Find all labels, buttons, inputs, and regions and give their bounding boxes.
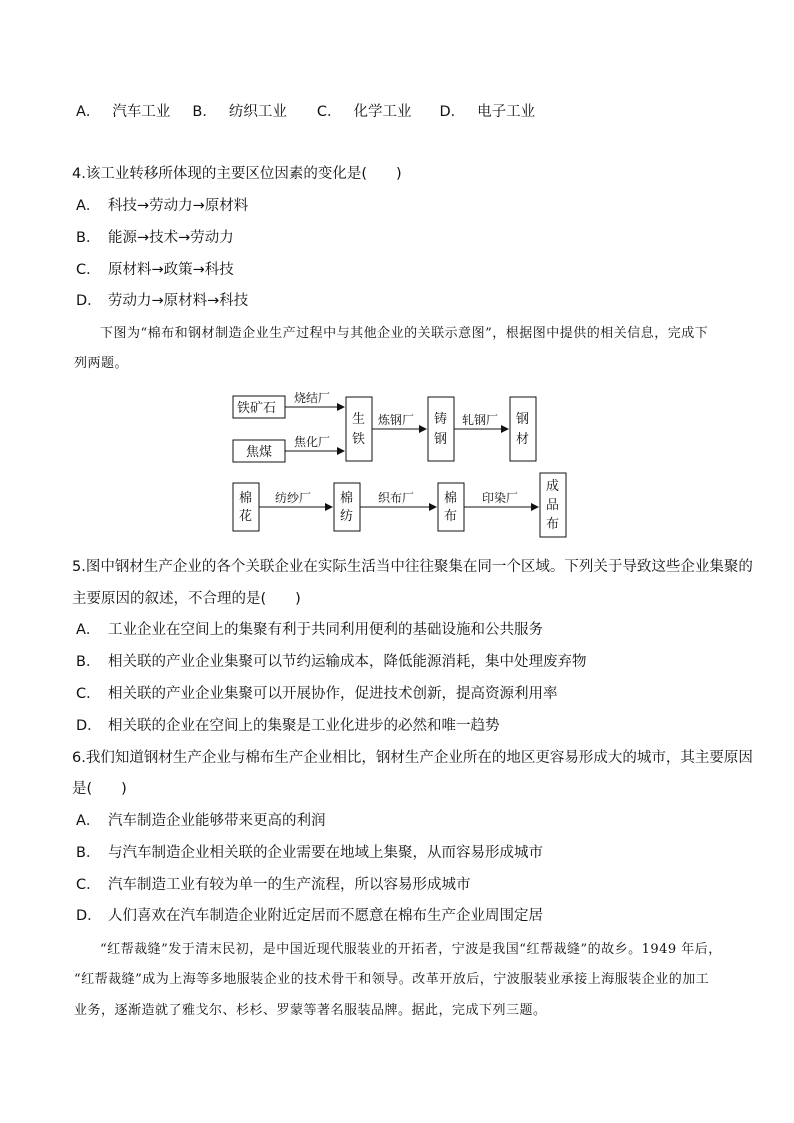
label-cloth-2: 布 <box>444 509 458 524</box>
q4-option-b-label: B． <box>76 230 101 246</box>
label-steelmaking: 炼钢厂 <box>378 413 415 427</box>
label-rolling: 轧钢厂 <box>462 413 499 427</box>
q4-option-d-text: 劳动力→原材料→科技 <box>108 293 249 309</box>
q4-option-c-label: C． <box>76 262 101 278</box>
q3-option-d-label: D． <box>439 104 466 120</box>
q3-option-a-text: 汽车工业 <box>112 104 171 120</box>
label-product-2: 品 <box>546 498 560 513</box>
q3-option-c-text: 化学工业 <box>353 104 412 120</box>
q4-option-b-text: 能源→技术→劳动力 <box>108 230 234 246</box>
q3-option-d-text: 电子工业 <box>477 104 536 120</box>
label-cast-1: 铸 <box>434 412 448 427</box>
q5-stem-line1: 5.图中钢材生产企业的各个关联企业在实际生活当中往往聚集在同一个区域。下列关于导致这些企业集聚的 <box>72 559 753 575</box>
q6-option-b <box>76 843 543 863</box>
q4-option-b <box>76 228 234 248</box>
q6-option-d-label: D． <box>76 908 102 924</box>
label-coke: 焦煤 <box>246 445 273 460</box>
label-yarn-1: 棉 <box>340 491 354 506</box>
label-cast-2: 钢 <box>434 432 448 447</box>
q5-stem-line2: 主要原因的叙述，不合理的是( ) <box>72 591 301 607</box>
q5-option-c <box>76 684 558 704</box>
q5-option-a <box>76 620 543 640</box>
q3-option-a-label: A． <box>76 104 101 120</box>
label-spinning: 纺纱厂 <box>275 491 312 505</box>
q5-option-d <box>76 716 500 736</box>
q5-option-b-text: 相关联的产业企业集聚可以节约运输成本，降低能源消耗，集中处理废弃物 <box>108 654 587 670</box>
box-pig-iron <box>346 397 372 461</box>
q3-option-c-label: C． <box>316 104 342 120</box>
box-cast-steel <box>428 397 454 461</box>
label-steel-1: 钢 <box>516 412 530 427</box>
label-coking: 焦化厂 <box>294 435 331 449</box>
q5-option-c-label: C． <box>76 686 101 702</box>
q4-option-c <box>76 260 234 280</box>
label-cotton-1: 棉 <box>239 491 253 506</box>
q4-option-a-text: 科技→劳动力→原材料 <box>108 198 249 214</box>
industry-linkage-diagram <box>0 385 794 545</box>
q4-option-d <box>76 291 248 311</box>
q4-option-a <box>76 196 248 216</box>
label-cloth-1: 棉 <box>444 491 458 506</box>
intro1-line1: 下图为“棉布和钢材制造企业生产过程中与其他企业的关联示意图”，根据图中提供的相关信息，完成下 <box>100 326 709 341</box>
q4-stem: 4.该工业转移所体现的主要区位因素的变化是( ) <box>72 166 402 182</box>
label-product-3: 布 <box>546 517 560 532</box>
q5-option-d-label: D． <box>76 718 102 734</box>
q5-option-a-label: A． <box>76 622 101 638</box>
q5-option-d-text: 相关联的企业在空间上的集聚是工业化进步的必然和唯一趋势 <box>108 718 500 734</box>
q6-option-a <box>76 811 326 831</box>
q5-option-b <box>76 652 587 672</box>
q5-option-b-label: B． <box>76 654 101 670</box>
intro1-line2: 列两题。 <box>74 356 129 371</box>
q6-option-c <box>76 875 471 895</box>
q6-option-c-label: C． <box>76 877 101 893</box>
q5-option-c-text: 相关联的产业企业集聚可以开展协作，促进技术创新，提高资源利用率 <box>108 686 558 702</box>
box-steel <box>510 397 536 461</box>
intro2-line1: “红帮裁缝”发于清末民初，是中国近现代服装业的开拓者，宁波是我国“红帮裁缝”的故乡。1949 年后， <box>100 942 722 957</box>
q6-stem-line2: 是( ) <box>72 781 127 797</box>
q3-option-b-text: 纺织工业 <box>228 104 287 120</box>
q6-option-d-text: 人们喜欢在汽车制造企业附近定居而不愿意在棉布生产企业周围定居 <box>108 908 543 924</box>
intro2-line3: 业务，逐渐造就了雅戈尔、杉杉、罗蒙等著名服装品牌。据此，完成下列三题。 <box>74 1003 547 1018</box>
q5-option-a-text: 工业企业在空间上的集聚有利于共同利用便利的基础设施和公共服务 <box>108 622 543 638</box>
q6-option-b-text: 与汽车制造企业相关联的企业需要在地域上集聚，从而容易形成城市 <box>108 845 543 861</box>
q6-option-a-text: 汽车制造企业能够带来更高的利润 <box>108 813 326 829</box>
label-pig-iron-1: 生 <box>352 412 366 427</box>
q4-option-d-label: D． <box>76 293 102 309</box>
q6-stem-line1: 6.我们知道钢材生产企业与棉布生产企业相比，钢材生产企业所在的地区更容易形成大的城市，其主要原因 <box>72 750 753 766</box>
q6-option-d <box>76 906 543 926</box>
label-weaving: 织布厂 <box>378 491 415 505</box>
label-product-1: 成 <box>546 479 560 494</box>
label-yarn-2: 纺 <box>340 509 354 524</box>
label-dyeing: 印染厂 <box>482 491 519 505</box>
label-cotton-2: 花 <box>239 509 253 524</box>
label-iron-ore: 铁矿石 <box>237 401 277 416</box>
q3-option-b-label: B． <box>192 104 217 120</box>
label-steel-2: 材 <box>516 432 530 447</box>
label-pig-iron-2: 铁 <box>352 432 366 447</box>
q3-options-row <box>76 102 535 122</box>
intro2-line2: “红帮裁缝”成为上海等多地服装企业的技术骨干和领导。改革开放后，宁波服装业承接上海服装企业的加工 <box>74 972 710 987</box>
q4-option-c-text: 原材料→政策→科技 <box>108 262 234 278</box>
q4-option-a-label: A． <box>76 198 101 214</box>
q6-option-b-label: B． <box>76 845 101 861</box>
q6-option-a-label: A． <box>76 813 101 829</box>
label-sinter: 烧结厂 <box>294 391 331 405</box>
q6-option-c-text: 汽车制造工业有较为单一的生产流程，所以容易形成城市 <box>108 877 471 893</box>
